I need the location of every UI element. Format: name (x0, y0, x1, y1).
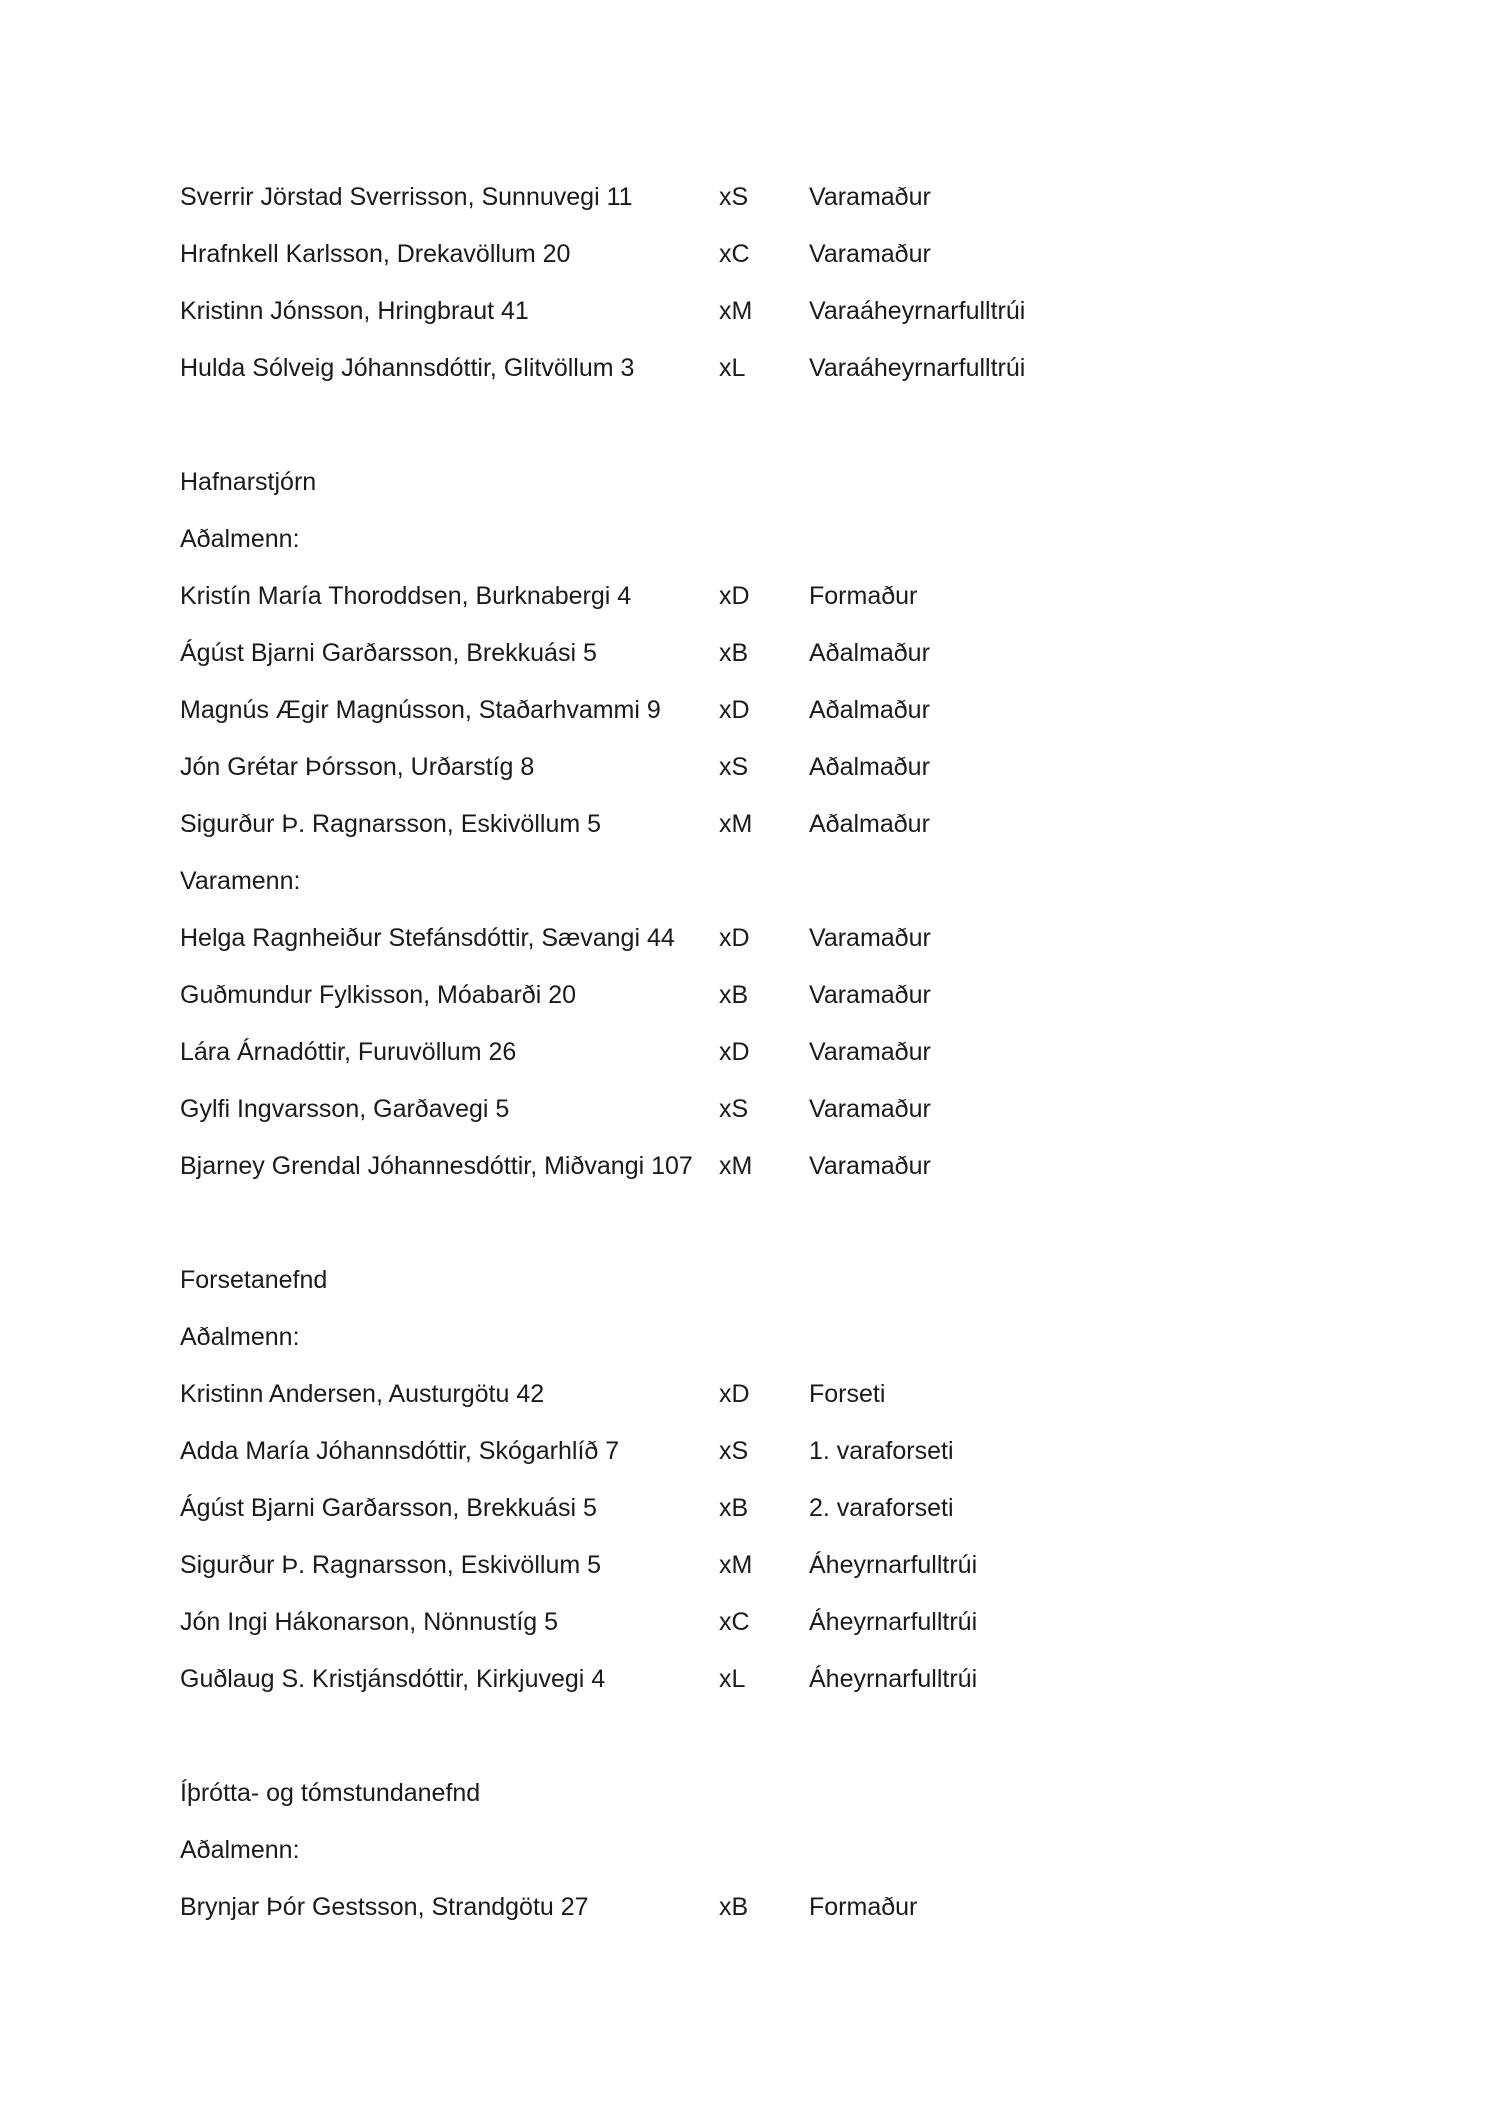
member-role: Varaáheyrnarfulltrúi (809, 297, 1026, 325)
section-title-hafnarstjorn (0, 462, 1500, 502)
member-role: Varaáheyrnarfulltrúi (809, 354, 1026, 382)
member-name: Adda María Jóhannsdóttir, Skógarhlíð 7 (180, 1437, 620, 1465)
main-members-label: Aðalmenn: (180, 525, 300, 553)
member-role: Varamaður (809, 1038, 931, 1066)
member-name: Kristinn Jónsson, Hringbraut 41 (180, 297, 529, 325)
table-row (0, 291, 1500, 331)
member-name: Jón Ingi Hákonarson, Nönnustíg 5 (180, 1608, 559, 1636)
table-row (0, 1887, 1500, 1927)
member-party: xB (719, 639, 749, 667)
member-party: xM (719, 1152, 753, 1180)
member-name: Ágúst Bjarni Garðarsson, Brekkuási 5 (180, 1494, 597, 1522)
member-role: Varamaður (809, 183, 931, 211)
section-title-ithrotta (0, 1773, 1500, 1813)
section-title: Íþrótta- og tómstundanefnd (180, 1779, 481, 1807)
member-party: xC (719, 1608, 750, 1636)
member-name: Sigurður Þ. Ragnarsson, Eskivöllum 5 (180, 810, 602, 838)
table-row (0, 234, 1500, 274)
member-party: xM (719, 1551, 753, 1579)
member-role: Varamaður (809, 924, 931, 952)
table-row (0, 348, 1500, 388)
member-name: Kristín María Thoroddsen, Burknabergi 4 (180, 582, 632, 610)
table-row (0, 804, 1500, 844)
subsection-label (0, 519, 1500, 559)
table-row (0, 576, 1500, 616)
member-party: xM (719, 297, 753, 325)
subsection-label (0, 1317, 1500, 1357)
table-row (0, 1602, 1500, 1642)
member-party: xB (719, 1494, 749, 1522)
table-row (0, 633, 1500, 673)
member-role: Aðalmaður (809, 753, 930, 781)
member-role: Varamaður (809, 981, 931, 1009)
member-party: xM (719, 810, 753, 838)
member-role: Aðalmaður (809, 696, 930, 724)
member-role: Formaður (809, 582, 918, 610)
member-role: Aðalmaður (809, 810, 930, 838)
member-name: Ágúst Bjarni Garðarsson, Brekkuási 5 (180, 639, 597, 667)
member-party: xD (719, 924, 750, 952)
member-name: Guðmundur Fylkisson, Móabarði 20 (180, 981, 577, 1009)
member-name: Jón Grétar Þórsson, Urðarstíg 8 (180, 753, 535, 781)
member-role: Varamaður (809, 1152, 931, 1180)
member-party: xD (719, 1380, 750, 1408)
member-name: Kristinn Andersen, Austurgötu 42 (180, 1380, 545, 1408)
member-role: Formaður (809, 1893, 918, 1921)
member-party: xS (719, 753, 749, 781)
member-role: Varamaður (809, 1095, 931, 1123)
table-row (0, 1431, 1500, 1471)
member-role: Áheyrnarfulltrúi (809, 1665, 978, 1693)
member-name: Gylfi Ingvarsson, Garðavegi 5 (180, 1095, 510, 1123)
table-row (0, 918, 1500, 958)
table-row (0, 747, 1500, 787)
member-name: Hulda Sólveig Jóhannsdóttir, Glitvöllum 3 (180, 354, 635, 382)
member-party: xS (719, 1437, 749, 1465)
alternates-label: Varamenn: (180, 867, 301, 895)
subsection-label (0, 861, 1500, 901)
member-name: Guðlaug S. Kristjánsdóttir, Kirkjuvegi 4 (180, 1665, 606, 1693)
table-row (0, 1488, 1500, 1528)
member-party: xB (719, 981, 749, 1009)
member-role: Varamaður (809, 240, 931, 268)
member-role: 2. varaforseti (809, 1494, 954, 1522)
member-role: Aðalmaður (809, 639, 930, 667)
main-members-label: Aðalmenn: (180, 1836, 300, 1864)
member-party: xL (719, 1665, 746, 1693)
table-row (0, 1374, 1500, 1414)
member-name: Lára Árnadóttir, Furuvöllum 26 (180, 1038, 517, 1066)
member-role: Forseti (809, 1380, 886, 1408)
section-title: Hafnarstjórn (180, 468, 317, 496)
member-party: xD (719, 582, 750, 610)
member-name: Hrafnkell Karlsson, Drekavöllum 20 (180, 240, 571, 268)
member-name: Helga Ragnheiður Stefánsdóttir, Sævangi 44 (180, 924, 675, 952)
member-name: Bjarney Grendal Jóhannesdóttir, Miðvangi 107 (180, 1152, 693, 1180)
member-role: 1. varaforseti (809, 1437, 954, 1465)
table-row (0, 177, 1500, 217)
member-party: xD (719, 696, 750, 724)
member-party: xB (719, 1893, 749, 1921)
table-row (0, 1089, 1500, 1129)
table-row (0, 975, 1500, 1015)
table-row (0, 1659, 1500, 1699)
section-title: Forsetanefnd (180, 1266, 328, 1294)
member-name: Sigurður Þ. Ragnarsson, Eskivöllum 5 (180, 1551, 602, 1579)
member-role: Áheyrnarfulltrúi (809, 1608, 978, 1636)
member-name: Sverrir Jörstad Sverrisson, Sunnuvegi 11 (180, 183, 633, 211)
member-party: xS (719, 183, 749, 211)
table-row (0, 1032, 1500, 1072)
table-row (0, 690, 1500, 730)
table-row (0, 1545, 1500, 1585)
member-party: xL (719, 354, 746, 382)
member-name: Brynjar Þór Gestsson, Strandgötu 27 (180, 1893, 589, 1921)
subsection-label (0, 1830, 1500, 1870)
table-row (0, 1146, 1500, 1186)
member-party: xS (719, 1095, 749, 1123)
member-name: Magnús Ægir Magnússon, Staðarhvammi 9 (180, 696, 661, 724)
member-party: xC (719, 240, 750, 268)
member-party: xD (719, 1038, 750, 1066)
member-role: Áheyrnarfulltrúi (809, 1551, 978, 1579)
main-members-label: Aðalmenn: (180, 1323, 300, 1351)
section-title-forsetanefnd (0, 1260, 1500, 1300)
